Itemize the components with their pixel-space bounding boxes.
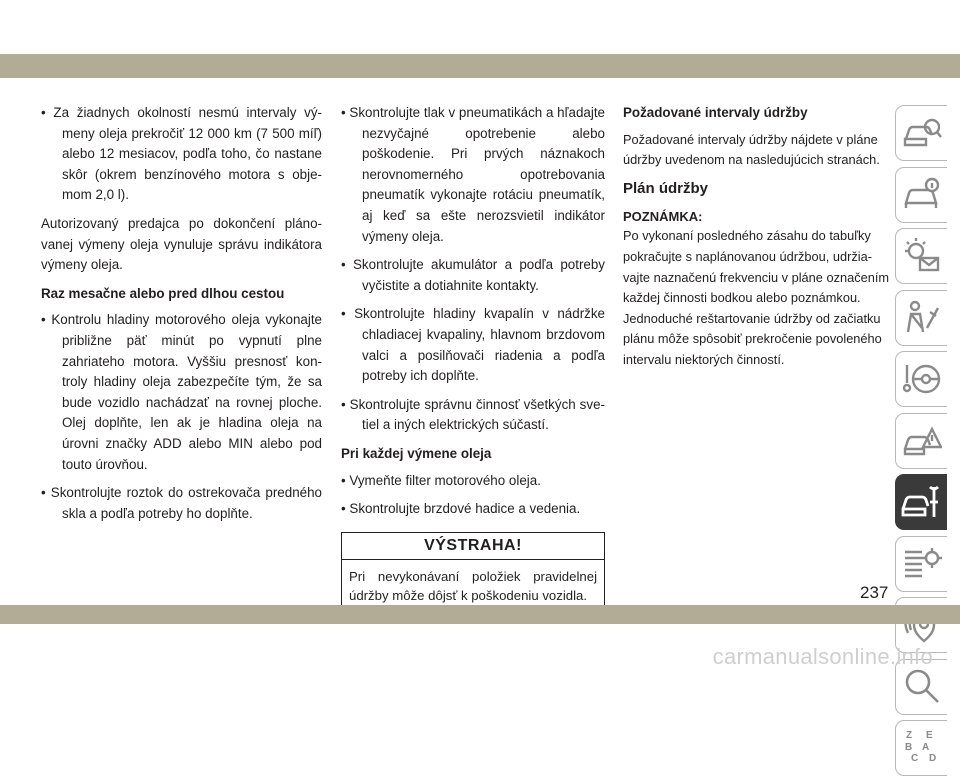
heading-maintenance-plan: Plán údržby	[623, 179, 709, 197]
heading-required-intervals: Požadované intervaly údržby	[623, 105, 808, 120]
car-search-icon	[902, 113, 942, 153]
tab-steering-key[interactable]	[895, 351, 947, 407]
svg-text:C: C	[910, 753, 918, 764]
bullet-fluid-levels: • Skontrolujte hladiny kvapalín v nádržke chladiacej kvapaliny, hlavnom brzdovom valci a posilňovači riadenia a podľa potreby ich doplňte.	[341, 306, 605, 384]
column-middle	[341, 103, 605, 614]
paragraph-intervals: Požadované intervaly údržby nájdete v pláne údržby uvedenom na nasledujúcich stranách.	[623, 131, 880, 168]
car-warning-icon	[902, 421, 942, 461]
svg-text:D: D	[928, 753, 936, 764]
bullet-washer-fluid: • Skontrolujte roztok do ostrekovača predného skla a podľa potreby ho doplňte.	[41, 485, 322, 521]
tab-specs-gear[interactable]	[895, 536, 947, 592]
seat-belt-person-icon	[902, 298, 942, 338]
svg-text:E: E	[925, 730, 933, 741]
bottom-band	[0, 605, 960, 624]
warning-title: VÝSTRAHA!	[342, 533, 604, 560]
note-label: POZNÁMKA:	[623, 209, 703, 225]
column-right	[623, 103, 893, 379]
page-number: 237	[860, 583, 889, 602]
bullet-lights: • Skontrolujte správnu činnosť všetkých svetiel a iných elektrických súčastí.	[341, 396, 605, 433]
svg-text:B: B	[904, 742, 912, 753]
top-band	[0, 54, 960, 78]
alphabet-index-icon	[902, 728, 942, 768]
tab-light-message[interactable]	[895, 228, 947, 284]
bullet-tire-pressure: • Skontrolujte tlak v pneumatikách a hľadajte nezvyčajné opotrebenie alebo poškodenie. Pri prvých náznakoch nerovnomerného opotrebovania pneumatík vykonajte rotáciu pneumatík, aj keď sa ešte nerozsvietil indikátor výmeny oleja.	[341, 105, 605, 244]
svg-text:Z: Z	[905, 730, 912, 741]
tab-seat-belt[interactable]	[895, 290, 947, 346]
car-wrench-icon	[901, 482, 941, 522]
tab-car-info[interactable]	[895, 167, 947, 223]
heading-monthly: Raz mesačne alebo pred dlhou cestou	[41, 285, 285, 301]
search-index-icon	[902, 667, 942, 707]
paragraph-dealer-reset: Autorizovaný predajca po dokončení plánovanej výmeny oleja vynuluje správu indikátora výmeny oleja.	[41, 215, 322, 273]
heading-each-oil-change: Pri každej výmene oleja	[341, 445, 492, 461]
bullet-oil-filter: • Vymeňte filter motorového oleja.	[341, 472, 541, 488]
watermark: carmanualsonline.info	[712, 644, 933, 669]
tab-car-wrench[interactable]	[895, 474, 947, 530]
tab-car-warning[interactable]	[895, 413, 947, 469]
light-message-icon	[902, 236, 942, 276]
tab-car-search[interactable]	[895, 105, 947, 161]
bullet-battery: • Skontrolujte akumulátor a podľa potreby vyčistite a dotiahnite kontakty.	[341, 257, 605, 293]
svg-text:A: A	[921, 742, 929, 753]
bullet-brake-hoses: • Skontrolujte brzdové hadice a vedenia.	[341, 501, 581, 517]
warning-box	[341, 532, 605, 614]
bullet-oil-level-check: • Kontrolu hladiny motorového oleja vykonajte približne päť minút po vypnutí plne zahriateho motora. Vyššiu presnosť kontroly hladiny oleja zabezpečíte tým, že sa bude vozidlo nachádzať na rovnej ploche. Olej doplňte, len ak je hladina oleja na úrovni značky ADD alebo MIN alebo pod touto úrovňou.	[41, 312, 322, 472]
bullet-oil-interval-limit: • Za žiadnych okolností nesmú intervaly výmeny oleja prekročiť 12 000 km (7 500 míľ) alebo 12 mesiacov, podľa toho, čo nastane skôr (okrem benzínového motora s objemom 2,0 l).	[41, 105, 322, 203]
car-info-icon	[902, 175, 942, 215]
chapter-tabs	[895, 105, 947, 782]
column-left	[41, 103, 322, 532]
note-body: Po vykonaní posledného zásahu do tabuľky pokračujte s naplánovanou údržbou, udržiavajte naznačenú frekvenciu v pláne označením každej činnosti bodkou alebo poznámkou. Jednoduché reštartovanie údržby od začiatku plánu môže spôsobiť prekročenie povoleného intervalu niektorých činností.	[623, 228, 890, 367]
tab-alphabet-index[interactable]	[895, 720, 947, 776]
warning-body: Pri nevykonávaní položiek pravidelnej údržby môže dôjsť k poškodeniu vozidla.	[349, 568, 597, 603]
specs-gear-icon	[902, 544, 942, 584]
steering-key-icon	[902, 359, 942, 399]
